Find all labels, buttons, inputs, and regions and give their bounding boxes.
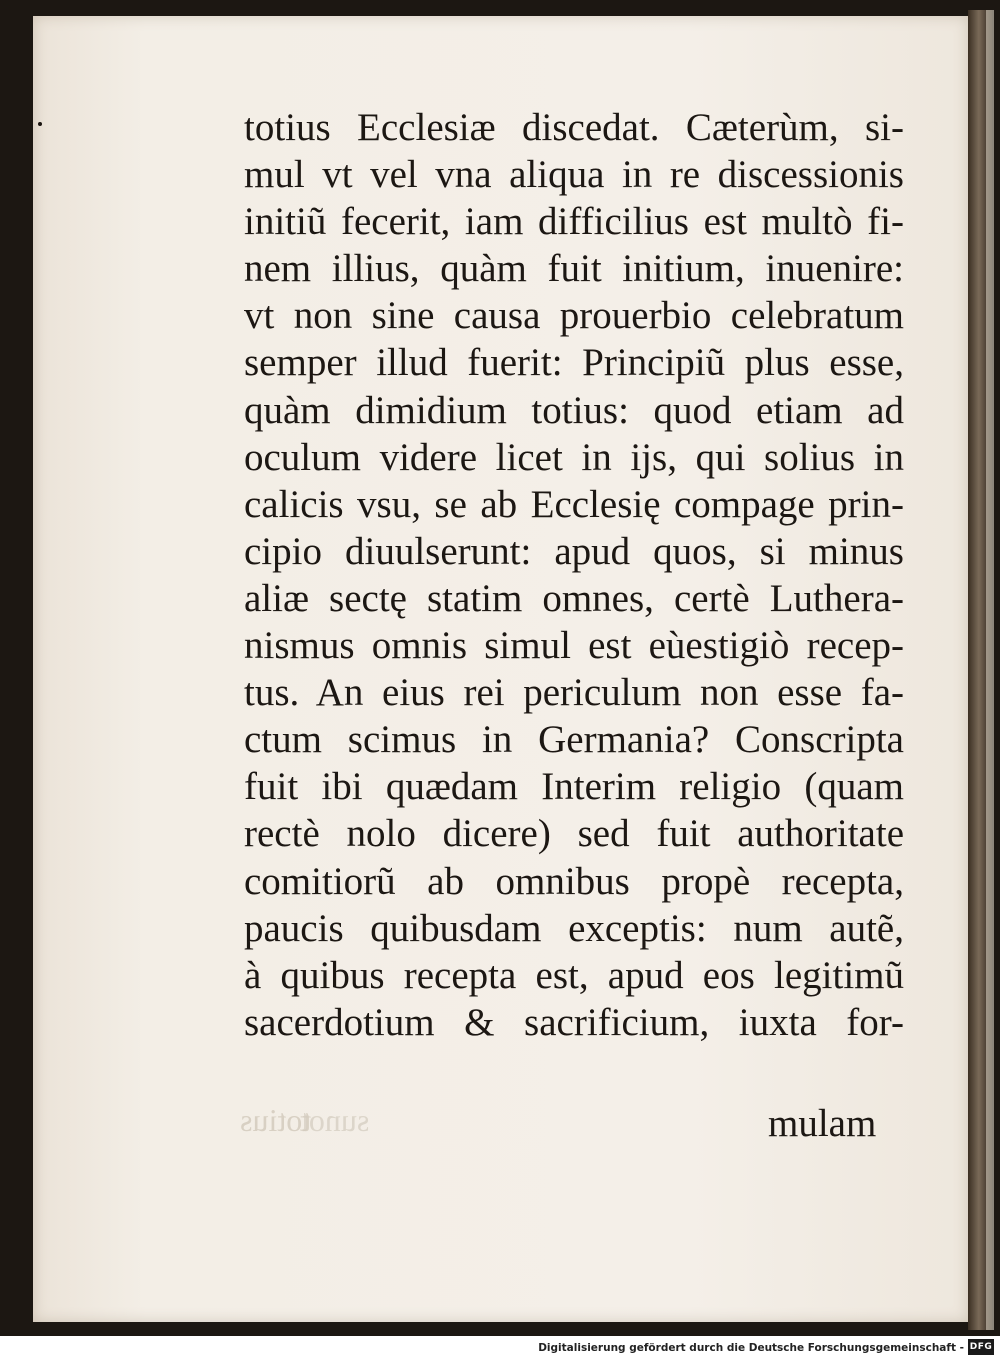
catchword: mulam bbox=[768, 1102, 877, 1145]
text-line: nismus omnis simul est eùestigiò recep- bbox=[244, 624, 904, 668]
book-edge-highlight bbox=[986, 10, 994, 1330]
text-line: comitiorũ ab omnibus propè recepta, bbox=[244, 859, 904, 903]
text-line: nem illius, quàm fuit initium, inuenire: bbox=[244, 247, 904, 291]
text-line: sacerdotium & sacrificium, iuxta for- bbox=[244, 1000, 904, 1044]
funding-credit: Digitalisierung gefördert durch die Deutsche Forschungsgemeinschaft - bbox=[538, 1342, 964, 1354]
text-line: à quibus recepta est, apud eos legitimũ bbox=[244, 953, 904, 997]
text-line: ctum scimus in Germania? Conscripta bbox=[244, 718, 904, 762]
text-line: oculum videre licet in ijs, qui solius in bbox=[244, 435, 904, 479]
text-line: vt non sine causa prouerbio celebratum bbox=[244, 294, 904, 338]
margin-mark bbox=[38, 122, 42, 126]
text-line: mul vt vel vna aliqua in re discessionis bbox=[244, 153, 904, 197]
text-line: tus. An eius rei periculum non esse fa- bbox=[244, 671, 904, 715]
page-text bbox=[244, 104, 904, 1046]
text-line: semper illud fuerit: Principiũ plus esse, bbox=[244, 341, 904, 385]
dfg-logo: DFG bbox=[968, 1339, 994, 1355]
text-line: initiũ fecerit, iam difficilius est multò fi- bbox=[244, 200, 904, 244]
text-line: cipio diuulserunt: apud quos, si minus bbox=[244, 529, 904, 573]
digitization-footer bbox=[0, 1336, 1000, 1360]
text-line: rectè nolo dicere) sed fuit authoritate bbox=[244, 812, 904, 856]
text-line: totius Ecclesiæ discedat. Cæterùm, si- bbox=[244, 106, 904, 149]
text-line: calicis vsu, se ab Ecclesię compage prin- bbox=[244, 482, 904, 526]
text-line: paucis quibusdam exceptis: num autẽ, bbox=[244, 906, 904, 950]
text-line: aliæ sectę statim omnes, certè Luthera- bbox=[244, 576, 904, 620]
show-through-text: sunot bbox=[300, 1102, 370, 1138]
text-line: quàm dimidium totius: quod etiam ad bbox=[244, 388, 904, 432]
text-line: fuit ibi quædam Interim religio (quam bbox=[244, 765, 904, 809]
show-through-text: totius bbox=[240, 1102, 312, 1138]
